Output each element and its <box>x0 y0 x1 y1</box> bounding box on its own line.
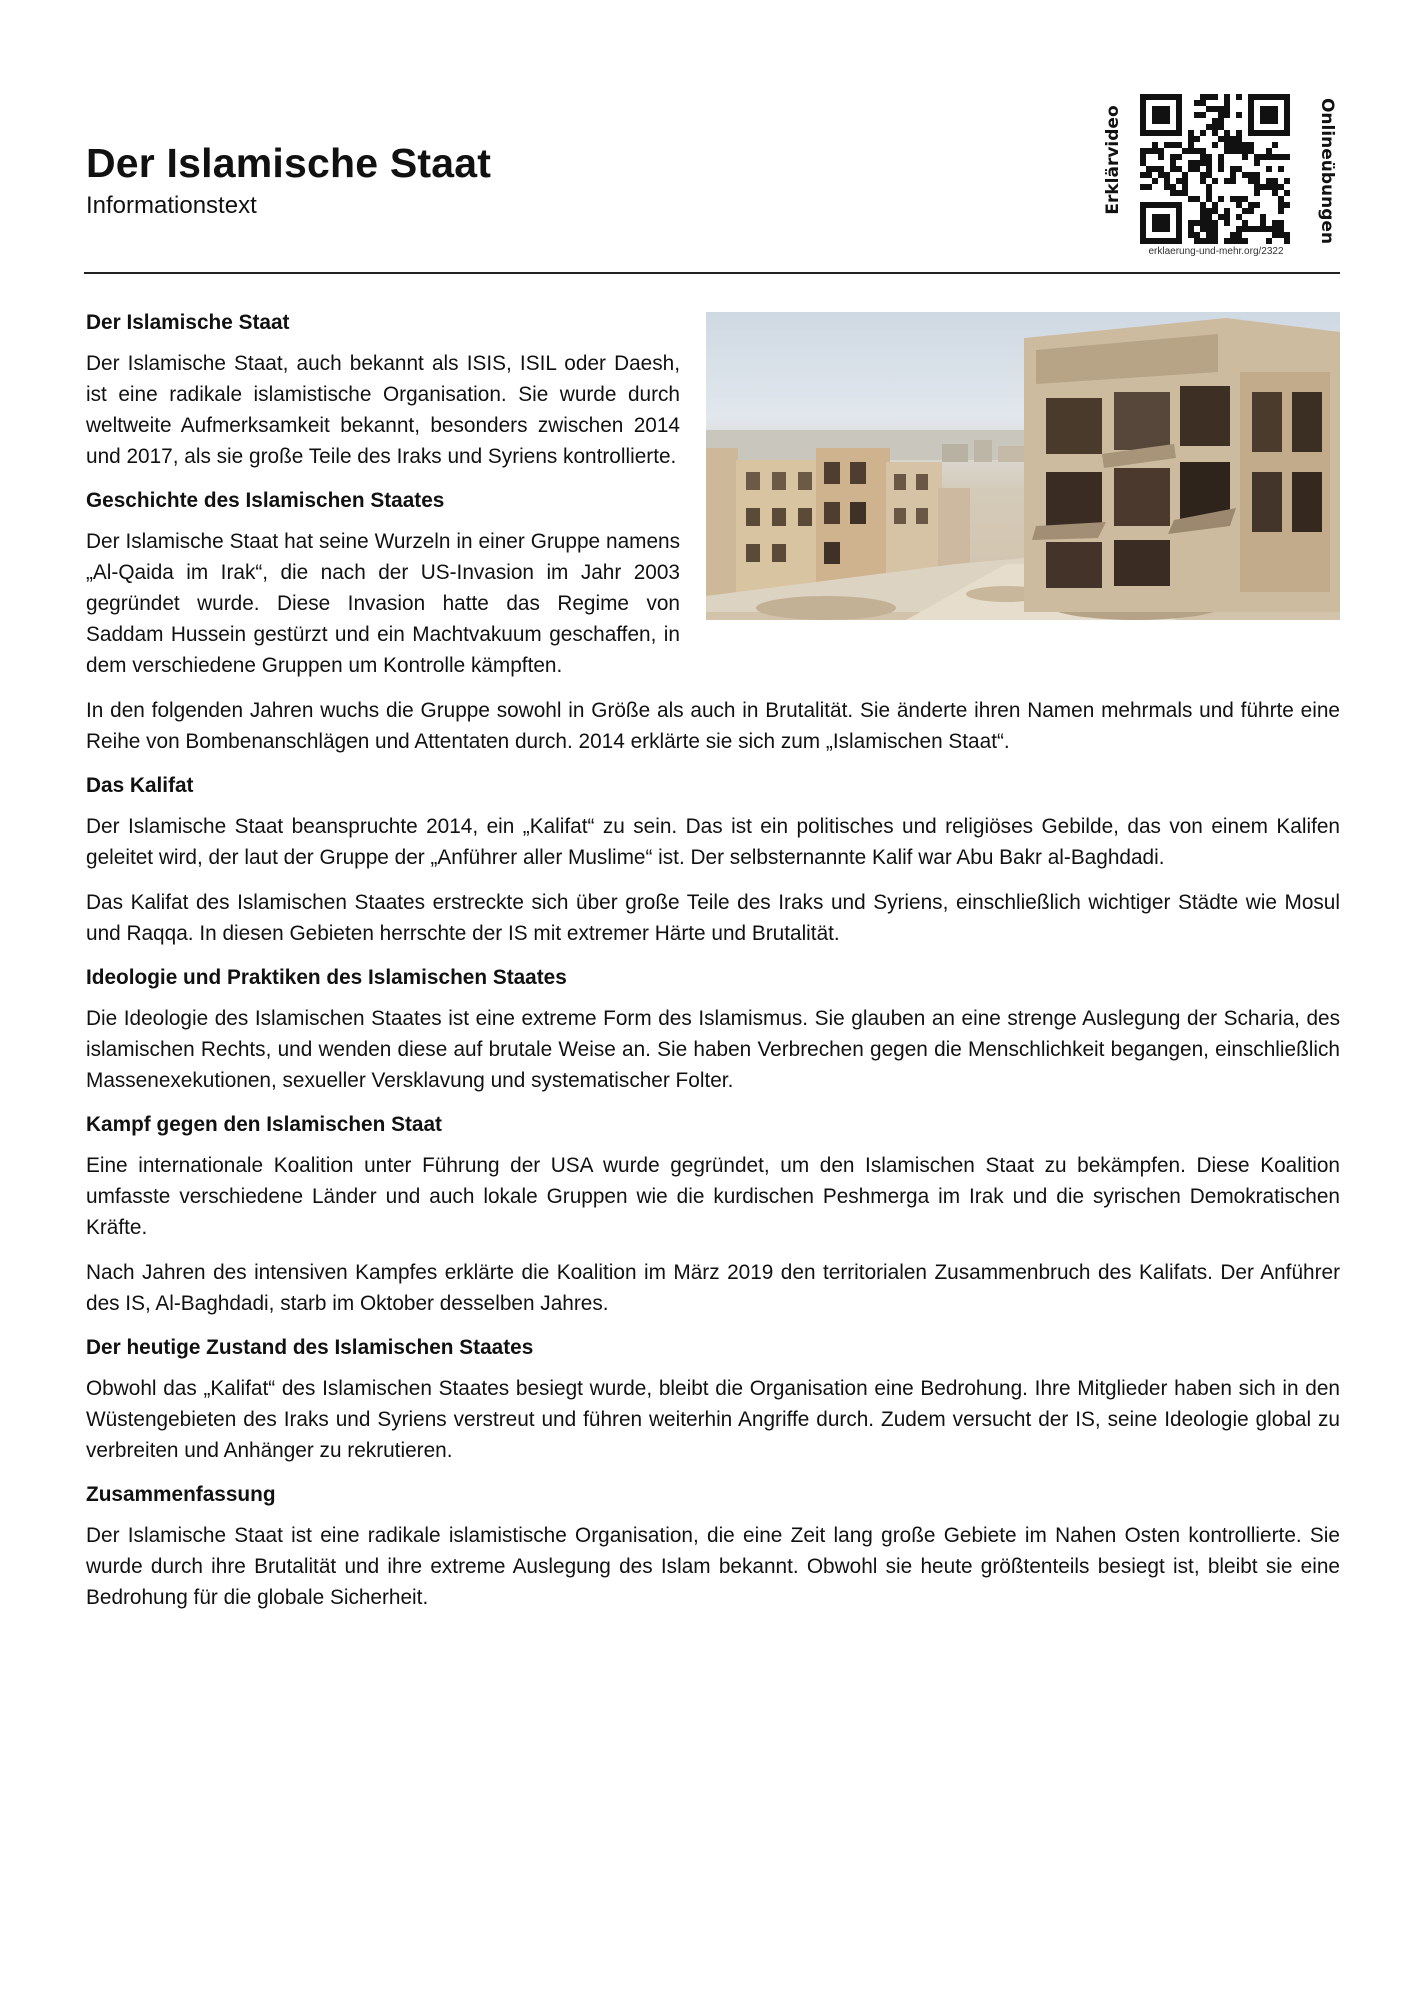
section-paragraph: Der Islamische Staat beanspruchte 2014, ein „Kalifat“ zu sein. Das ist ein politisches und religiöses Gebilde, das von einem Kalifen geleitet wird, der laut der Gruppe der „Anführer aller Muslime“ ist. Der selbsternannte Kalif war Abu Bakr al-Baghdadi. <box>86 815 1340 869</box>
section-heading: Der Islamische Staat <box>86 311 290 334</box>
section-paragraph: Das Kalifat des Islamischen Staates erstreckte sich über große Teile des Iraks und Syriens, einschließlich wichtiger Städte wie Mosul und Raqqa. In diesen Gebieten herrschte der IS mit extremer Härte und Brutalität. <box>86 891 1340 945</box>
section-heading: Der heutige Zustand des Islamischen Staates <box>86 1336 534 1359</box>
section-paragraph: Der Islamische Staat, auch bekannt als ISIS, ISIL oder Daesh, ist eine radikale islamistische Organisation. Sie wurde durch weltweite Aufmerksamkeit bekannt, besonders zwischen 2014 und 2017, als sie große Teile des Iraks und Syriens kontrollierte. <box>86 352 680 468</box>
section-paragraph: Obwohl das „Kalifat“ des Islamischen Staates besiegt wurde, bleibt die Organisation eine Bedrohung. Ihre Mitglieder haben sich in den Wüstengebieten des Iraks und Syriens verstreut und führen weiterhin Angriffe durch. Zudem versucht der IS, seine Ideologie global zu verbreiten und Anhänger zu rekrutieren. <box>86 1377 1340 1462</box>
header-divider <box>84 272 1340 274</box>
section-heading: Kampf gegen den Islamischen Staat <box>86 1113 442 1136</box>
page-subtitle: Informationstext <box>86 192 257 219</box>
qr-code-icon[interactable] <box>1140 94 1290 244</box>
section-heading: Zusammenfassung <box>86 1483 276 1506</box>
section-paragraph: Nach Jahren des intensiven Kampfes erklärte die Koalition im März 2019 den territorialen Zusammenbruch des Kalifats. Der Anführer des IS, Al-Baghdadi, starb im Oktober desselben Jahres. <box>86 1261 1340 1315</box>
qr-url[interactable]: erklaerung-und-mehr.org/2322 <box>1148 246 1284 257</box>
qr-label-online-exercises[interactable]: Onlineübungen <box>1317 97 1337 245</box>
page-title: Der Islamische Staat <box>86 140 492 186</box>
section-heading: Geschichte des Islamischen Staates <box>86 489 445 512</box>
section-heading: Das Kalifat <box>86 774 194 797</box>
section-paragraph: Die Ideologie des Islamischen Staates ist eine extreme Form des Islamismus. Sie glauben an eine strenge Auslegung der Scharia, des islamischen Rechts, und wenden diese auf brutale Weise an. Sie haben Verbrechen gegen die Menschlichkeit begangen, einschließlich Massenexekutionen, sexueller Versklavung und systematischer Folter. <box>86 1007 1340 1092</box>
section-paragraph: Eine internationale Koalition unter Führung der USA wurde gegründet, um den Islamischen Staat zu bekämpfen. Diese Koalition umfasste verschiedene Länder und auch lokale Gruppen wie die kurdischen Peshmerga im Irak und die syrischen Demokratischen Kräfte. <box>86 1154 1340 1239</box>
section-paragraph: In den folgenden Jahren wuchs die Gruppe sowohl in Größe als auch in Brutalität. Sie änderte ihren Namen mehrmals und führte eine Reihe von Bombenanschlägen und Attentaten durch. 2014 erklärte sie sich zum „Islamischen Staat“. <box>86 699 1340 753</box>
qr-block <box>1098 92 1344 262</box>
section-heading: Ideologie und Praktiken des Islamischen Staates <box>86 966 567 989</box>
article-body <box>86 308 1340 1627</box>
section-paragraph: Der Islamische Staat ist eine radikale islamistische Organisation, die eine Zeit lang große Gebiete im Nahen Osten kontrollierte. Sie wurde durch ihre Brutalität und ihre extreme Auslegung des Islam bekannt. Obwohl sie heute größtenteils besiegt ist, bleibt sie eine Bedrohung für die globale Sicherheit. <box>86 1524 1340 1609</box>
qr-label-explainer-video[interactable]: Erklärvideo <box>1103 105 1123 215</box>
destroyed-city-photo <box>706 312 1340 620</box>
section-paragraph: Der Islamische Staat hat seine Wurzeln in einer Gruppe namens „Al-Qaida im Irak“, die nach der US-Invasion im Jahr 2003 gegründet wurde. Diese Invasion hatte das Regime von Saddam Hussein gestürzt und ein Machtvakuum geschaffen, in dem verschiedene Gruppen um Kontrolle kämpften. <box>86 530 680 677</box>
